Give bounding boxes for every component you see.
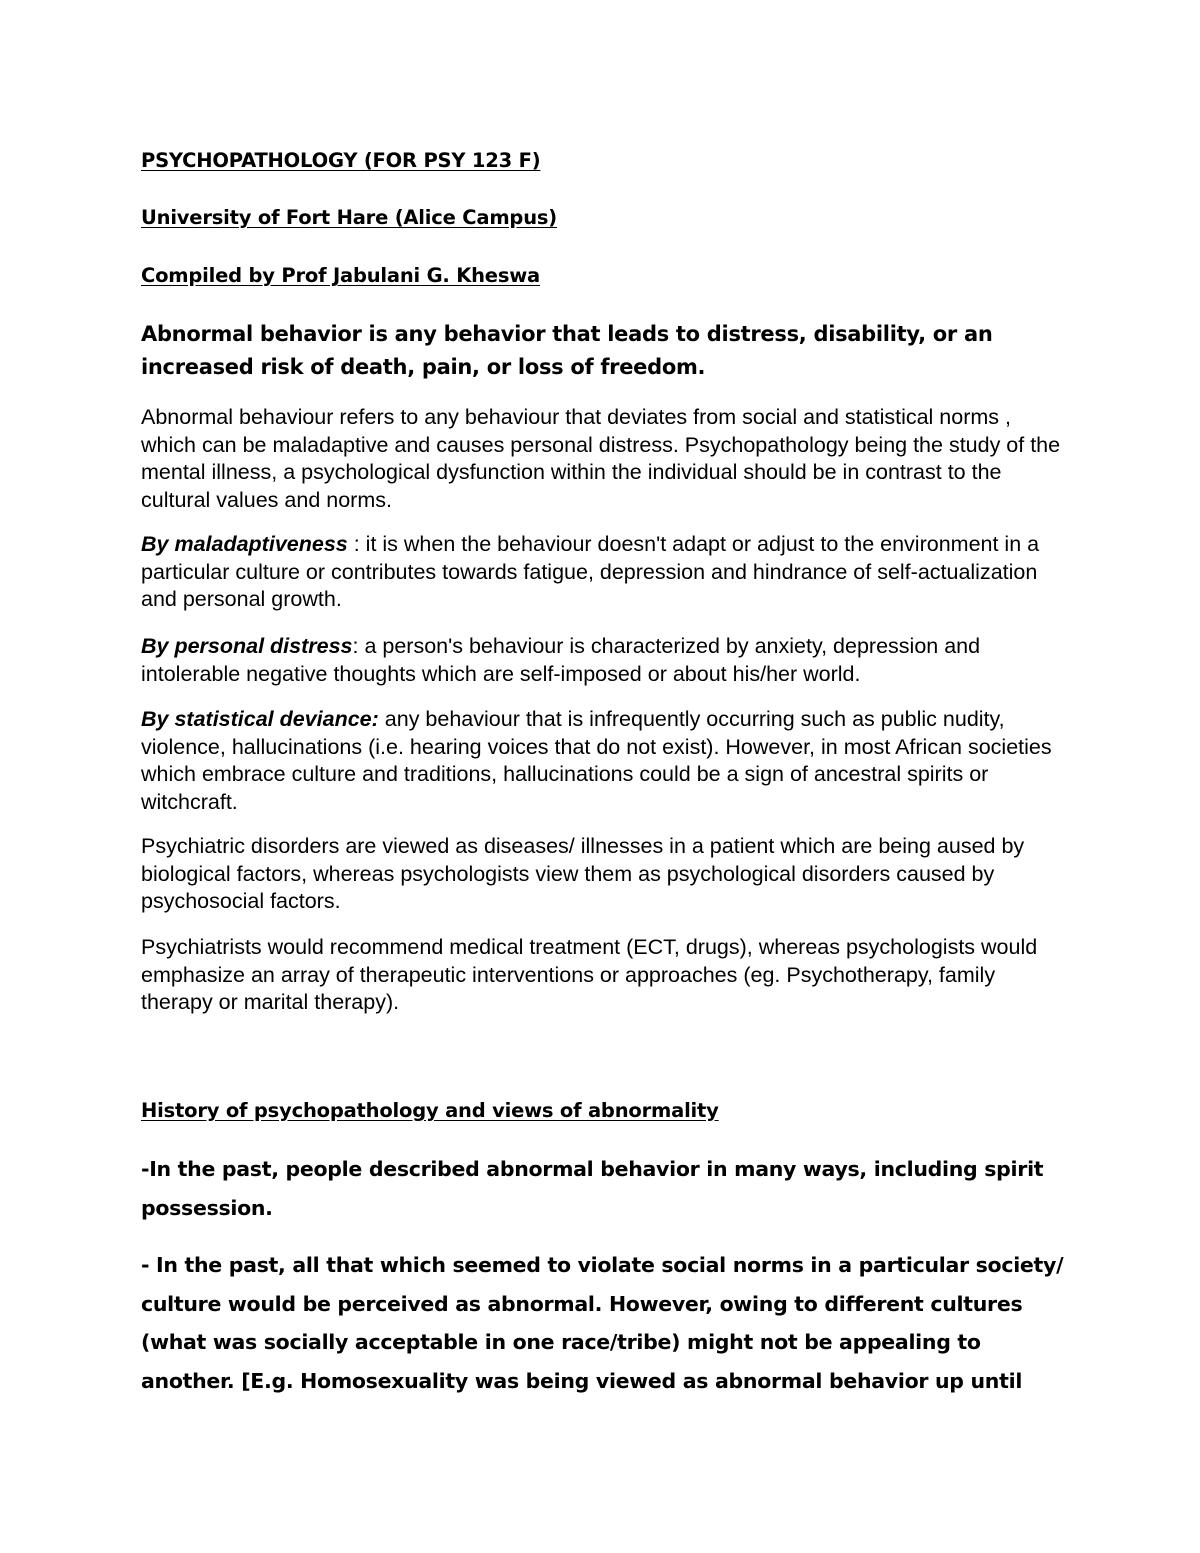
definition-paragraph: Abnormal behavior is any behavior that leads to distress, disability, or an increased risk of death, pain, or loss of freedom.	[141, 322, 993, 379]
statistical-deviance-text: any behaviour that is infrequently occurring such as public nudity, violence, hallucinations (i.e. hearing voices that do not exist). However, in most African societies which embrace culture and traditions, hallucinations could be a sign of ancestral spirits or witchcraft.	[141, 707, 1052, 814]
maladaptiveness-paragraph	[141, 531, 1071, 614]
personal-distress-text: : a person's behaviour is characterized by anxiety, depression and intolerable negative thoughts which are self-imposed or about his/her world.	[141, 634, 981, 686]
history-point-2: - In the past, all that which seemed to violate social norms in a particular society/ culture would be perceived as abnormal. However, owing to different cultures (what was socially acceptable in one race/tribe) might not be appealing to another. [E.g. Homosexuality was being viewed as abnormal behavior up until	[141, 1253, 1064, 1393]
psychiatric-disorders-paragraph: Psychiatric disorders are viewed as diseases/ illnesses in a patient which are being aused by biological factors, whereas psychologists view them as psychological disorders caused by psychosocial factors.	[141, 834, 1025, 913]
history-heading: History of psychopathology and views of abnormality	[141, 1099, 719, 1122]
statistical-deviance-term: By statistical deviance:	[141, 707, 379, 731]
psychiatrists-treatment-paragraph: Psychiatrists would recommend medical treatment (ECT, drugs), whereas psychologists would emphasize an array of therapeutic interventions or approaches (eg. Psychotherapy, family therapy or marital therapy).	[141, 935, 1038, 1014]
intro-paragraph: Abnormal behaviour refers to any behaviour that deviates from social and statistical norms , which can be maladaptive and causes personal distress. Psychopathology being the study of the mental illness, a psychological dysfunction within the individual should be in contrast to the cultural values and norms.	[141, 405, 1061, 512]
maladaptiveness-text: : it is when the behaviour doesn't adapt or adjust to the environment in a particular culture or contributes towards fatigue, depression and hindrance of self-actualization and personal growth.	[141, 532, 1040, 611]
document-title: PSYCHOPATHOLOGY (FOR PSY 123 F)	[141, 149, 541, 172]
statistical-deviance-paragraph	[141, 706, 1071, 816]
university-heading: University of Fort Hare (Alice Campus)	[141, 206, 557, 229]
personal-distress-term: By personal distress	[141, 634, 353, 658]
history-point-1: -In the past, people described abnormal behavior in many ways, including spirit possession.	[141, 1157, 1044, 1220]
maladaptiveness-term: By maladaptiveness	[141, 532, 348, 556]
personal-distress-paragraph	[141, 633, 1071, 688]
compiled-by-heading: Compiled by Prof Jabulani G. Kheswa	[141, 264, 541, 287]
